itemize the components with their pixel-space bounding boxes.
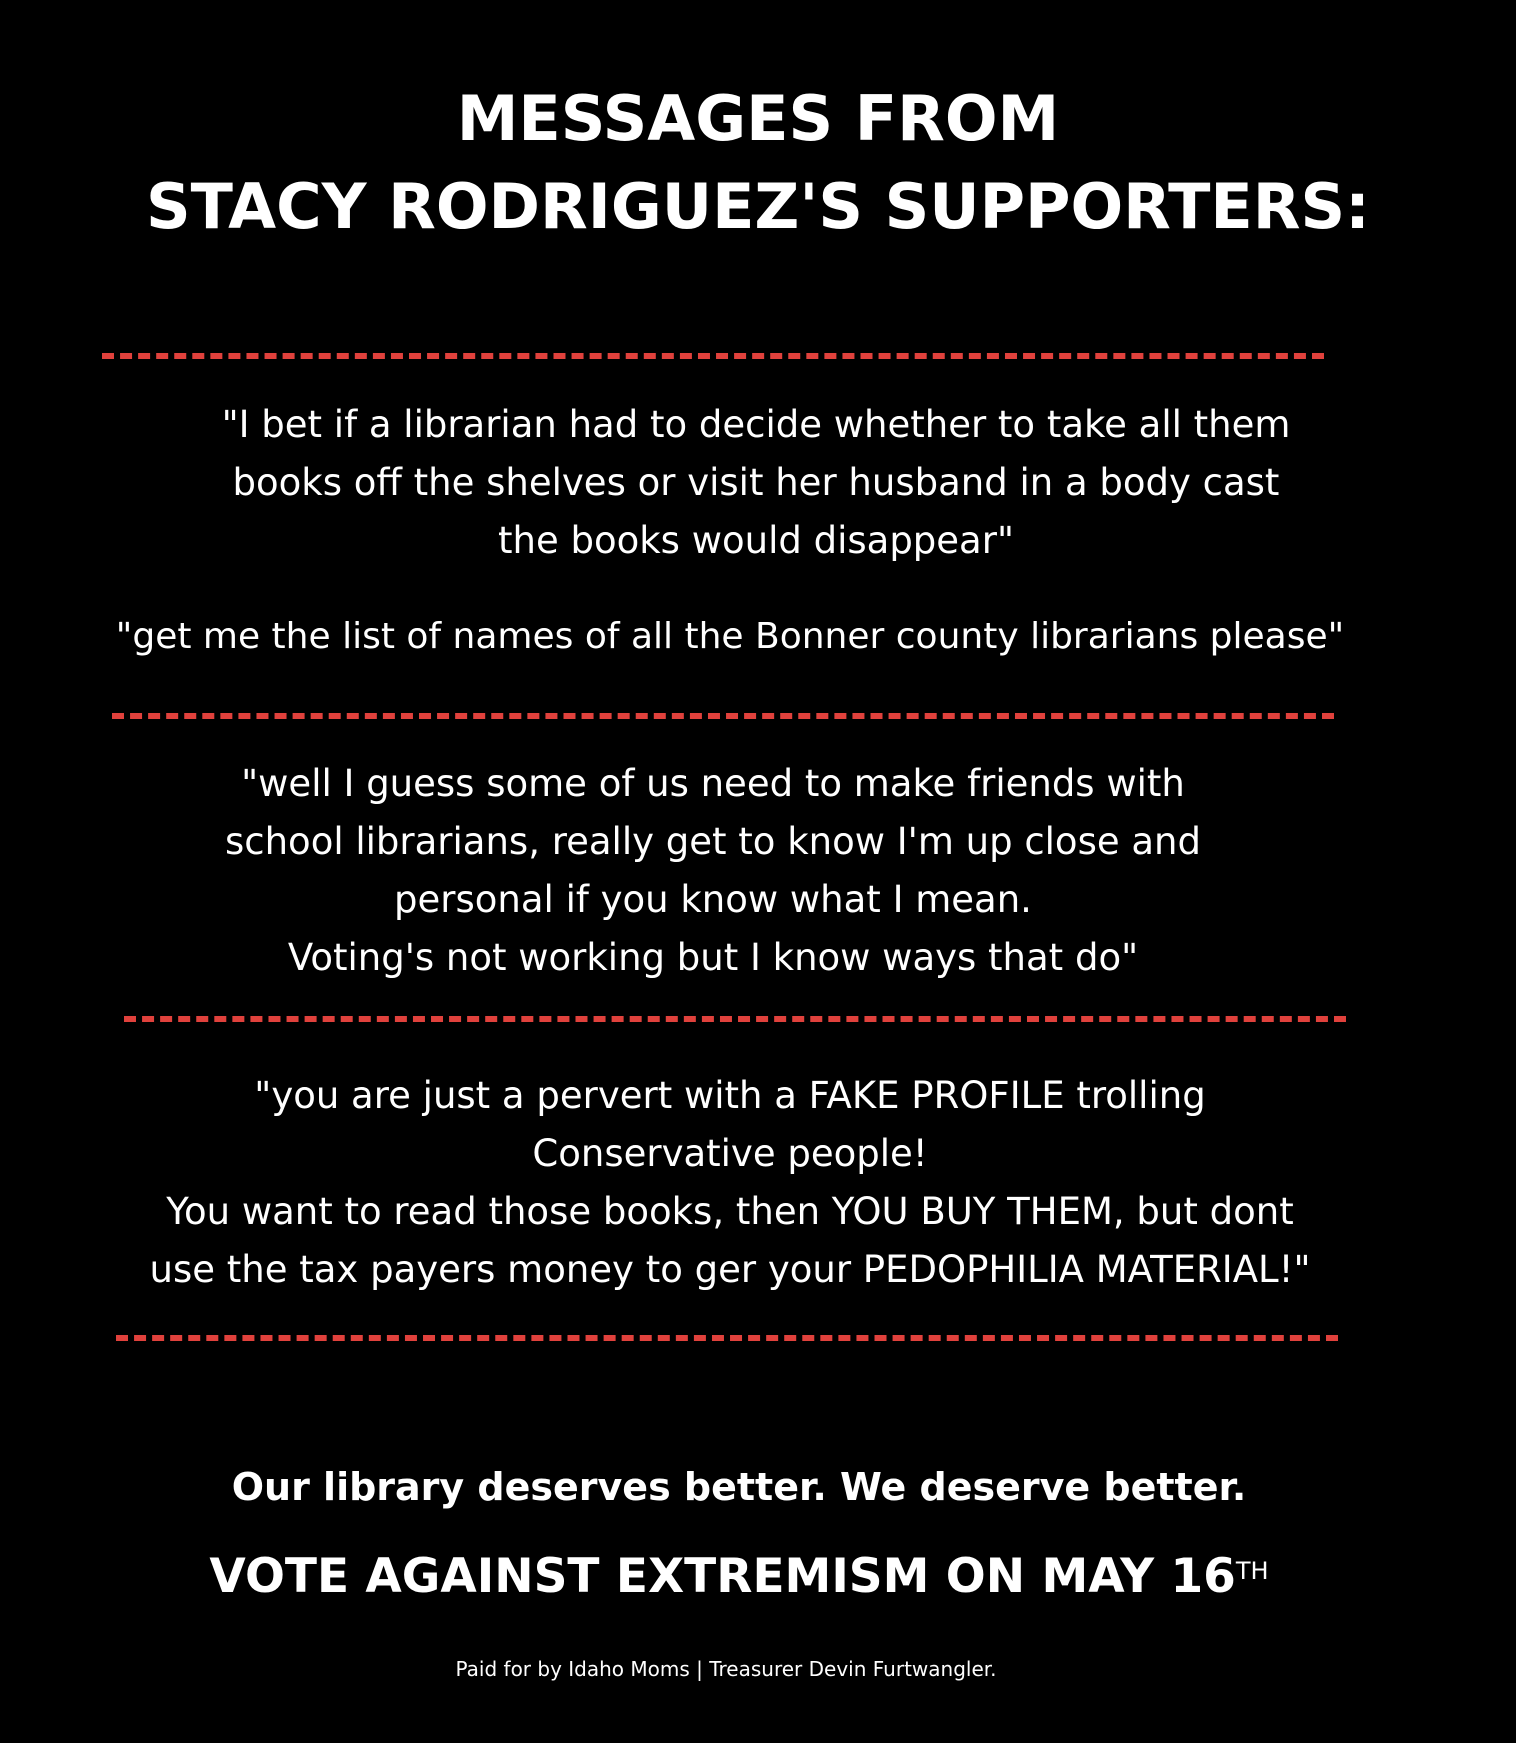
divider-4 [116, 1335, 1338, 1341]
quote-4-line-1: "you are just a pervert with a FAKE PROFILE trolling [254, 1074, 1206, 1117]
tagline: Our library deserves better. We deserve better. [231, 1465, 1247, 1509]
divider-1 [102, 353, 1324, 359]
divider-2 [112, 713, 1334, 719]
vote-main-text: VOTE AGAINST EXTREMISM ON MAY 16 [209, 1549, 1236, 1604]
quote-1-line-3: the books would disappear" [498, 519, 1014, 562]
quote-4-line-3: You want to read those books, then YOU BUY THEM, but dont [166, 1190, 1294, 1233]
quote-4-line-2: Conservative people! [532, 1132, 928, 1175]
quote-3-line-1: "well I guess some of us need to make friends with [241, 762, 1185, 805]
headline-line-1: MESSAGES FROM [456, 82, 1060, 155]
divider-3 [124, 1016, 1346, 1022]
quote-3-line-3: personal if you know what I mean. [394, 878, 1032, 921]
headline [0, 75, 1516, 251]
vote-call-to-action [0, 1542, 1478, 1612]
quote-1-line-2: books off the shelves or visit her husband in a body cast [232, 461, 1280, 504]
quote-2-line-1: "get me the list of names of all the Bonner county librarians please" [115, 616, 1345, 657]
vote-superscript: TH [1235, 1557, 1269, 1585]
quote-3-line-4: Voting's not working but I know ways that do" [287, 936, 1139, 979]
quote-3 [0, 755, 1471, 987]
quote-4-line-4: use the tax payers money to ger your PEDOPHILIA MATERIAL!" [149, 1248, 1311, 1291]
quote-1-line-1: "I bet if a librarian had to decide whether to take all them [221, 403, 1291, 446]
paid-for-disclaimer: Paid for by Idaho Moms | Treasurer Devin Furtwangler. [455, 1657, 997, 1681]
quote-4 [0, 1067, 1488, 1299]
quote-1 [0, 396, 1514, 570]
quote-2 [0, 608, 1488, 666]
headline-line-2: STACY RODRIGUEZ'S SUPPORTERS: [146, 170, 1370, 243]
quote-3-line-2: school librarians, really get to know I'm up close and [224, 820, 1201, 863]
